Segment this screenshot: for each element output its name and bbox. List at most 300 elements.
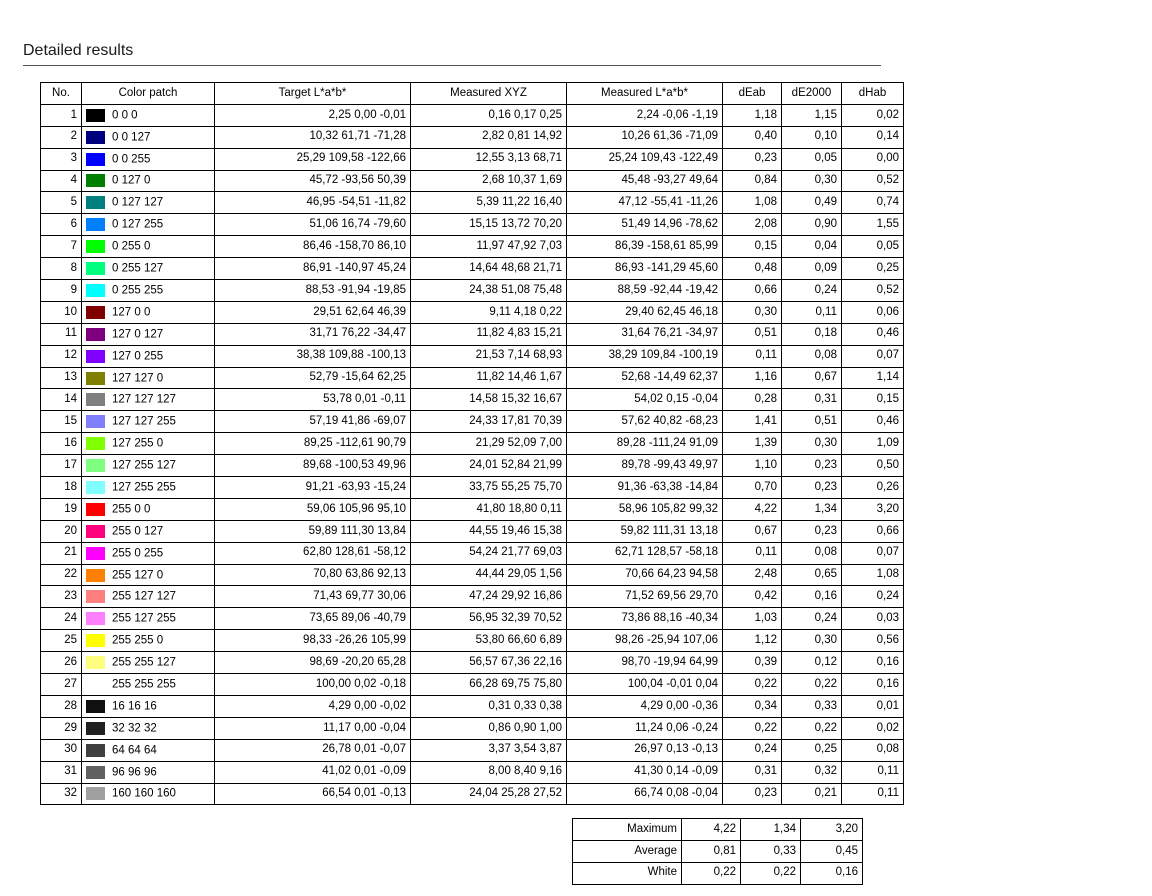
target-lab-cell: 46,95 -54,51 -11,82 [215, 192, 411, 214]
color-patch-cell [82, 477, 215, 499]
measured-lab-cell: 29,40 62,45 46,18 [567, 301, 723, 323]
row-number: 24 [41, 608, 82, 630]
color-swatch [86, 109, 105, 122]
deab-cell: 0,42 [723, 586, 782, 608]
color-patch-label: 0 0 255 [112, 153, 151, 166]
target-lab-cell: 25,29 109,58 -122,66 [215, 148, 411, 170]
deab-cell: 1,08 [723, 192, 782, 214]
measured-lab-cell: 98,26 -25,94 107,06 [567, 630, 723, 652]
color-swatch [86, 547, 105, 560]
de2000-cell: 0,24 [782, 608, 842, 630]
measured-xyz-cell: 3,37 3,54 3,87 [411, 739, 567, 761]
de2000-cell: 0,22 [782, 717, 842, 739]
dhab-cell: 0,25 [842, 258, 904, 280]
color-patch-label: 255 255 255 [112, 678, 176, 691]
color-swatch [86, 196, 105, 209]
deab-cell: 1,39 [723, 433, 782, 455]
deab-cell: 0,39 [723, 652, 782, 674]
deab-cell: 0,34 [723, 695, 782, 717]
de2000-cell: 0,65 [782, 564, 842, 586]
deab-cell: 0,40 [723, 126, 782, 148]
measured-lab-cell: 88,59 -92,44 -19,42 [567, 280, 723, 302]
table-row [41, 695, 904, 717]
color-swatch [86, 766, 105, 779]
dhab-cell: 0,15 [842, 389, 904, 411]
de2000-cell: 0,16 [782, 586, 842, 608]
de2000-cell: 0,51 [782, 411, 842, 433]
color-swatch [86, 262, 105, 275]
color-swatch [86, 590, 105, 603]
measured-xyz-cell: 0,31 0,33 0,38 [411, 695, 567, 717]
measured-xyz-cell: 24,01 52,84 21,99 [411, 455, 567, 477]
color-patch-cell [82, 455, 215, 477]
table-row [41, 389, 904, 411]
measured-xyz-cell: 14,58 15,32 16,67 [411, 389, 567, 411]
measured-xyz-cell: 44,44 29,05 1,56 [411, 564, 567, 586]
measured-lab-cell: 11,24 0,06 -0,24 [567, 717, 723, 739]
row-number: 15 [41, 411, 82, 433]
color-swatch [86, 328, 105, 341]
color-patch-cell [82, 586, 215, 608]
de2000-cell: 0,11 [782, 301, 842, 323]
row-number: 2 [41, 126, 82, 148]
row-number: 22 [41, 564, 82, 586]
color-patch-label: 255 255 127 [112, 656, 176, 669]
color-swatch [86, 372, 105, 385]
table-row [41, 630, 904, 652]
color-patch-cell [82, 608, 215, 630]
color-swatch [86, 350, 105, 363]
de2000-cell: 0,49 [782, 192, 842, 214]
color-swatch [86, 284, 105, 297]
de2000-cell: 0,31 [782, 389, 842, 411]
color-patch-cell [82, 739, 215, 761]
row-number: 11 [41, 323, 82, 345]
measured-lab-cell: 51,49 14,96 -78,62 [567, 214, 723, 236]
color-swatch [86, 174, 105, 187]
de2000-cell: 0,30 [782, 170, 842, 192]
measured-xyz-cell: 2,82 0,81 14,92 [411, 126, 567, 148]
measured-lab-cell: 73,86 88,16 -40,34 [567, 608, 723, 630]
row-number: 17 [41, 455, 82, 477]
measured-xyz-cell: 14,64 48,68 21,71 [411, 258, 567, 280]
measured-lab-cell: 4,29 0,00 -0,36 [567, 695, 723, 717]
measured-lab-cell: 86,39 -158,61 85,99 [567, 236, 723, 258]
color-patch-label: 127 255 127 [112, 459, 176, 472]
column-header-color-patch: Color patch [82, 83, 215, 105]
summary-label: Maximum [573, 819, 682, 841]
deab-cell: 0,24 [723, 739, 782, 761]
column-header-dhab: dHab [842, 83, 904, 105]
column-header-measured-xyz: Measured XYZ [411, 83, 567, 105]
measured-lab-cell: 89,28 -111,24 91,09 [567, 433, 723, 455]
deab-cell: 0,48 [723, 258, 782, 280]
color-patch-cell [82, 323, 215, 345]
color-swatch [86, 218, 105, 231]
dhab-cell: 0,66 [842, 520, 904, 542]
deab-cell: 0,30 [723, 301, 782, 323]
color-patch-cell [82, 389, 215, 411]
deab-cell: 1,10 [723, 455, 782, 477]
measured-lab-cell: 59,82 111,31 13,18 [567, 520, 723, 542]
table-row [41, 258, 904, 280]
dhab-cell: 3,20 [842, 498, 904, 520]
measured-xyz-cell: 0,16 0,17 0,25 [411, 104, 567, 126]
measured-xyz-cell: 11,82 4,83 15,21 [411, 323, 567, 345]
table-row [41, 345, 904, 367]
color-swatch [86, 678, 105, 691]
color-patch-label: 0 0 127 [112, 131, 151, 144]
color-patch-label: 0 255 255 [112, 284, 164, 297]
measured-lab-cell: 98,70 -19,94 64,99 [567, 652, 723, 674]
deab-cell: 0,22 [723, 674, 782, 696]
table-row [41, 455, 904, 477]
table-row [41, 564, 904, 586]
target-lab-cell: 59,06 105,96 95,10 [215, 498, 411, 520]
dhab-cell: 0,56 [842, 630, 904, 652]
color-patch-cell [82, 170, 215, 192]
target-lab-cell: 71,43 69,77 30,06 [215, 586, 411, 608]
deab-cell: 0,67 [723, 520, 782, 542]
column-header-deab: dEab [723, 83, 782, 105]
row-number: 4 [41, 170, 82, 192]
color-patch-cell [82, 258, 215, 280]
table-row [41, 586, 904, 608]
summary-dhab: 0,45 [801, 840, 863, 862]
dhab-cell: 1,09 [842, 433, 904, 455]
table-row [41, 126, 904, 148]
color-patch-cell [82, 783, 215, 805]
measured-xyz-cell: 47,24 29,92 16,86 [411, 586, 567, 608]
target-lab-cell: 98,69 -20,20 65,28 [215, 652, 411, 674]
deab-cell: 0,11 [723, 345, 782, 367]
measured-lab-cell: 47,12 -55,41 -11,26 [567, 192, 723, 214]
target-lab-cell: 4,29 0,00 -0,02 [215, 695, 411, 717]
color-patch-cell [82, 411, 215, 433]
de2000-cell: 0,32 [782, 761, 842, 783]
target-lab-cell: 70,80 63,86 92,13 [215, 564, 411, 586]
color-patch-label: 0 127 255 [112, 218, 164, 231]
de2000-cell: 0,67 [782, 367, 842, 389]
target-lab-cell: 2,25 0,00 -0,01 [215, 104, 411, 126]
summary-body [573, 819, 863, 885]
measured-lab-cell: 41,30 0,14 -0,09 [567, 761, 723, 783]
color-swatch [86, 415, 105, 428]
deab-cell: 4,22 [723, 498, 782, 520]
target-lab-cell: 88,53 -91,94 -19,85 [215, 280, 411, 302]
deab-cell: 0,23 [723, 783, 782, 805]
summary-row [573, 840, 863, 862]
summary-table [572, 818, 863, 885]
de2000-cell: 0,90 [782, 214, 842, 236]
measured-xyz-cell: 21,53 7,14 68,93 [411, 345, 567, 367]
summary-de2000: 1,34 [741, 819, 801, 841]
row-number: 9 [41, 280, 82, 302]
dhab-cell: 0,52 [842, 280, 904, 302]
measured-lab-cell: 100,04 -0,01 0,04 [567, 674, 723, 696]
deab-cell: 0,11 [723, 542, 782, 564]
row-number: 8 [41, 258, 82, 280]
measured-lab-cell: 2,24 -0,06 -1,19 [567, 104, 723, 126]
table-row [41, 170, 904, 192]
deab-cell: 0,66 [723, 280, 782, 302]
table-row [41, 761, 904, 783]
row-number: 30 [41, 739, 82, 761]
results-body [41, 104, 904, 805]
color-patch-label: 0 0 0 [112, 109, 138, 122]
color-swatch [86, 787, 105, 800]
column-header-measured-lab: Measured L*a*b* [567, 83, 723, 105]
target-lab-cell: 45,72 -93,56 50,39 [215, 170, 411, 192]
measured-xyz-cell: 9,11 4,18 0,22 [411, 301, 567, 323]
de2000-cell: 0,25 [782, 739, 842, 761]
measured-xyz-cell: 24,04 25,28 27,52 [411, 783, 567, 805]
target-lab-cell: 57,19 41,86 -69,07 [215, 411, 411, 433]
color-patch-label: 255 0 0 [112, 503, 151, 516]
target-lab-cell: 73,65 89,06 -40,79 [215, 608, 411, 630]
de2000-cell: 0,23 [782, 520, 842, 542]
measured-xyz-cell: 8,00 8,40 9,16 [411, 761, 567, 783]
dhab-cell: 0,01 [842, 695, 904, 717]
measured-xyz-cell: 54,24 21,77 69,03 [411, 542, 567, 564]
color-patch-label: 0 255 0 [112, 240, 151, 253]
color-patch-cell [82, 498, 215, 520]
target-lab-cell: 31,71 76,22 -34,47 [215, 323, 411, 345]
measured-lab-cell: 54,02 0,15 -0,04 [567, 389, 723, 411]
row-number: 13 [41, 367, 82, 389]
color-patch-label: 127 127 0 [112, 372, 164, 385]
color-patch-label: 96 96 96 [112, 766, 157, 779]
de2000-cell: 0,23 [782, 477, 842, 499]
dhab-cell: 0,16 [842, 674, 904, 696]
dhab-cell: 0,46 [842, 323, 904, 345]
target-lab-cell: 86,91 -140,97 45,24 [215, 258, 411, 280]
table-row [41, 542, 904, 564]
row-number: 12 [41, 345, 82, 367]
measured-xyz-cell: 11,97 47,92 7,03 [411, 236, 567, 258]
color-swatch [86, 503, 105, 516]
measured-xyz-cell: 33,75 55,25 75,70 [411, 477, 567, 499]
table-row [41, 367, 904, 389]
dhab-cell: 1,08 [842, 564, 904, 586]
dhab-cell: 0,06 [842, 301, 904, 323]
color-patch-cell [82, 280, 215, 302]
table-header-row [41, 83, 904, 105]
column-header-de2000: dE2000 [782, 83, 842, 105]
color-patch-cell [82, 367, 215, 389]
de2000-cell: 0,12 [782, 652, 842, 674]
deab-cell: 0,15 [723, 236, 782, 258]
color-patch-label: 255 0 127 [112, 525, 164, 538]
summary-de2000: 0,33 [741, 840, 801, 862]
row-number: 6 [41, 214, 82, 236]
color-patch-cell [82, 674, 215, 696]
color-swatch [86, 525, 105, 538]
color-patch-cell [82, 104, 215, 126]
color-patch-cell [82, 564, 215, 586]
color-patch-label: 255 127 255 [112, 612, 176, 625]
dhab-cell: 0,14 [842, 126, 904, 148]
table-row [41, 498, 904, 520]
color-patch-cell [82, 236, 215, 258]
target-lab-cell: 10,32 61,71 -71,28 [215, 126, 411, 148]
row-number: 28 [41, 695, 82, 717]
dhab-cell: 0,46 [842, 411, 904, 433]
de2000-cell: 0,24 [782, 280, 842, 302]
color-patch-label: 127 0 0 [112, 306, 151, 319]
row-number: 26 [41, 652, 82, 674]
color-swatch [86, 744, 105, 757]
de2000-cell: 0,18 [782, 323, 842, 345]
deab-cell: 0,28 [723, 389, 782, 411]
color-swatch [86, 153, 105, 166]
column-header-no: No. [41, 83, 82, 105]
color-swatch [86, 459, 105, 472]
measured-lab-cell: 52,68 -14,49 62,37 [567, 367, 723, 389]
table-row [41, 104, 904, 126]
color-swatch [86, 131, 105, 144]
row-number: 27 [41, 674, 82, 696]
color-patch-label: 64 64 64 [112, 744, 157, 757]
summary-row [573, 862, 863, 884]
color-patch-label: 127 127 255 [112, 415, 176, 428]
dhab-cell: 0,50 [842, 455, 904, 477]
target-lab-cell: 51,06 16,74 -79,60 [215, 214, 411, 236]
table-row [41, 477, 904, 499]
de2000-cell: 0,21 [782, 783, 842, 805]
target-lab-cell: 62,80 128,61 -58,12 [215, 542, 411, 564]
row-number: 5 [41, 192, 82, 214]
color-patch-cell [82, 520, 215, 542]
page-title: Detailed results [23, 42, 134, 59]
row-number: 31 [41, 761, 82, 783]
summary-de2000: 0,22 [741, 862, 801, 884]
table-row [41, 520, 904, 542]
color-swatch [86, 437, 105, 450]
detailed-results-table [40, 82, 904, 805]
deab-cell: 0,51 [723, 323, 782, 345]
target-lab-cell: 91,21 -63,93 -15,24 [215, 477, 411, 499]
dhab-cell: 0,74 [842, 192, 904, 214]
color-patch-label: 255 127 0 [112, 569, 164, 582]
table-row [41, 148, 904, 170]
color-swatch [86, 634, 105, 647]
dhab-cell: 0,16 [842, 652, 904, 674]
color-patch-cell [82, 630, 215, 652]
row-number: 20 [41, 520, 82, 542]
target-lab-cell: 100,00 0,02 -0,18 [215, 674, 411, 696]
title-divider [23, 65, 881, 66]
color-patch-cell [82, 301, 215, 323]
de2000-cell: 0,33 [782, 695, 842, 717]
row-number: 7 [41, 236, 82, 258]
summary-row [573, 819, 863, 841]
color-patch-label: 255 255 0 [112, 634, 164, 647]
color-swatch [86, 569, 105, 582]
measured-lab-cell: 71,52 69,56 29,70 [567, 586, 723, 608]
color-patch-label: 127 255 255 [112, 481, 176, 494]
color-patch-cell [82, 126, 215, 148]
de2000-cell: 0,09 [782, 258, 842, 280]
deab-cell: 0,31 [723, 761, 782, 783]
column-header-target-lab: Target L*a*b* [215, 83, 411, 105]
de2000-cell: 1,34 [782, 498, 842, 520]
dhab-cell: 1,14 [842, 367, 904, 389]
deab-cell: 0,23 [723, 148, 782, 170]
deab-cell: 1,03 [723, 608, 782, 630]
table-row [41, 739, 904, 761]
dhab-cell: 0,11 [842, 761, 904, 783]
color-patch-label: 127 0 127 [112, 328, 164, 341]
measured-lab-cell: 26,97 0,13 -0,13 [567, 739, 723, 761]
measured-lab-cell: 38,29 109,84 -100,19 [567, 345, 723, 367]
dhab-cell: 0,11 [842, 783, 904, 805]
row-number: 21 [41, 542, 82, 564]
row-number: 19 [41, 498, 82, 520]
measured-xyz-cell: 2,68 10,37 1,69 [411, 170, 567, 192]
dhab-cell: 0,00 [842, 148, 904, 170]
measured-lab-cell: 89,78 -99,43 49,97 [567, 455, 723, 477]
table-row [41, 214, 904, 236]
row-number: 3 [41, 148, 82, 170]
de2000-cell: 0,08 [782, 345, 842, 367]
measured-lab-cell: 91,36 -63,38 -14,84 [567, 477, 723, 499]
color-swatch [86, 240, 105, 253]
dhab-cell: 0,26 [842, 477, 904, 499]
color-patch-label: 255 127 127 [112, 590, 176, 603]
measured-lab-cell: 31,64 76,21 -34,97 [567, 323, 723, 345]
color-patch-cell [82, 345, 215, 367]
row-number: 25 [41, 630, 82, 652]
measured-xyz-cell: 5,39 11,22 16,40 [411, 192, 567, 214]
de2000-cell: 0,30 [782, 630, 842, 652]
target-lab-cell: 98,33 -26,26 105,99 [215, 630, 411, 652]
color-patch-label: 0 127 127 [112, 196, 164, 209]
row-number: 10 [41, 301, 82, 323]
target-lab-cell: 53,78 0,01 -0,11 [215, 389, 411, 411]
summary-label: Average [573, 840, 682, 862]
color-patch-cell [82, 542, 215, 564]
table-row [41, 652, 904, 674]
target-lab-cell: 52,79 -15,64 62,25 [215, 367, 411, 389]
deab-cell: 1,41 [723, 411, 782, 433]
row-number: 16 [41, 433, 82, 455]
measured-lab-cell: 66,74 0,08 -0,04 [567, 783, 723, 805]
color-patch-cell [82, 695, 215, 717]
table-row [41, 280, 904, 302]
color-patch-label: 160 160 160 [112, 787, 176, 800]
summary-deab: 4,22 [682, 819, 741, 841]
color-swatch [86, 612, 105, 625]
dhab-cell: 0,07 [842, 345, 904, 367]
measured-xyz-cell: 0,86 0,90 1,00 [411, 717, 567, 739]
row-number: 23 [41, 586, 82, 608]
measured-xyz-cell: 41,80 18,80 0,11 [411, 498, 567, 520]
measured-lab-cell: 58,96 105,82 99,32 [567, 498, 723, 520]
de2000-cell: 0,08 [782, 542, 842, 564]
color-patch-label: 127 0 255 [112, 350, 164, 363]
dhab-cell: 0,24 [842, 586, 904, 608]
measured-xyz-cell: 24,38 51,08 75,48 [411, 280, 567, 302]
table-row [41, 783, 904, 805]
table-row [41, 192, 904, 214]
deab-cell: 0,70 [723, 477, 782, 499]
target-lab-cell: 89,68 -100,53 49,96 [215, 455, 411, 477]
table-row [41, 236, 904, 258]
table-row [41, 433, 904, 455]
de2000-cell: 0,22 [782, 674, 842, 696]
dhab-cell: 0,08 [842, 739, 904, 761]
